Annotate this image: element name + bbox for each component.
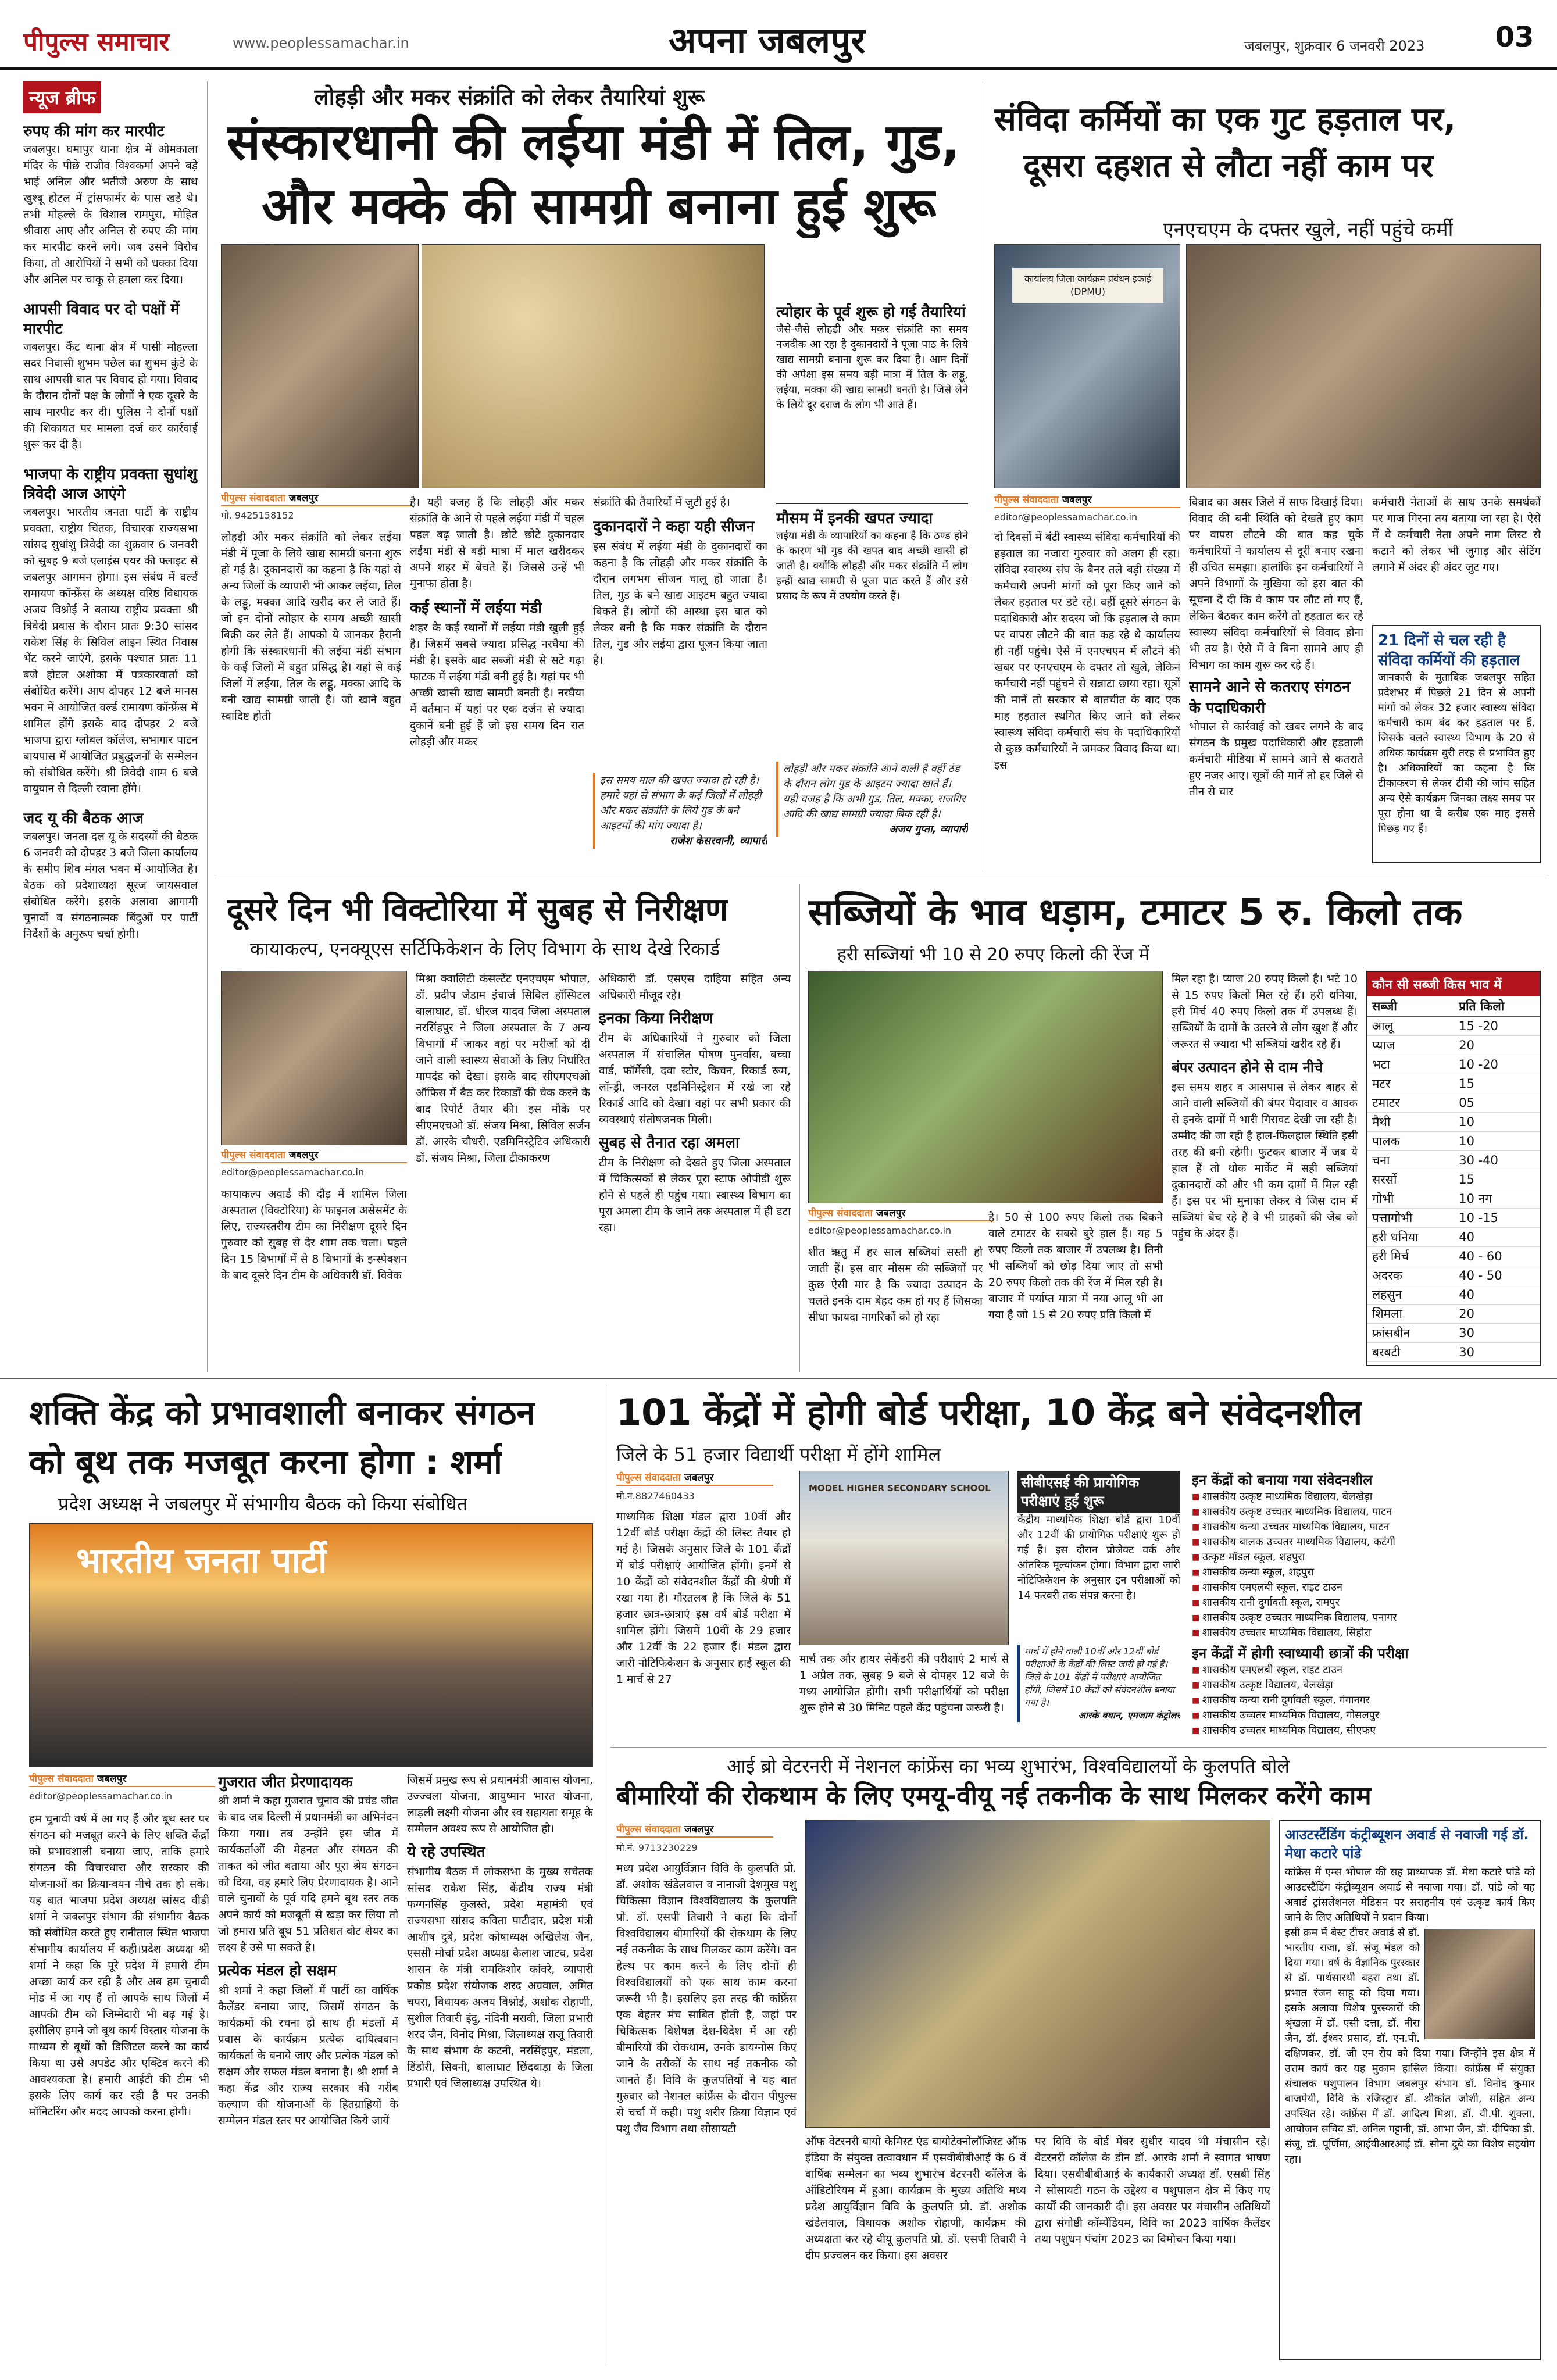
photo-credit [808, 1206, 994, 1221]
pull-quote [1017, 1645, 1180, 1722]
credit-city: जबलपुर [97, 1773, 127, 1785]
brief-body: जबलपुर। भारतीय जनता पार्टी के राष्ट्रीय प्रवक्ता, राष्ट्रीय चिंतक, विचारक राज्यसभा सांसद सुधांशु त्रिवेदी का शुक्रवार 6 जनवरी को सुबह 9 बजे एलाइंस एयर की फ्लाइट से जबलपुर आगमन होगा। इस संबंध में वर्ल्ड रामायण कॉन्फ्रेंस के अध्यक्ष वरिष्ठ विधायक अजय विश्नोई ने बताया राष्ट्रीय प्रवक्ता श्री त्रिवेदी प्रवास के दौरान प्रातः 9:30 सांसद राकेश सिंह के सिविल लाइन स्थित निवास भेंट करने जाएंगे, इसके पश्चात प्रातः 11 बजे होटल अशोका में पत्रकारवार्ता को संबोधित करेंगे। आप दोपहर 12 बजे मानस भवन में आयोजित वर्ल्ड रामायण कॉन्फ्रेंस में शामिल होंगे इसके बाद दोपहर 2 बजे भाजपा द्वारा ग्लोबल कॉलेज, सभागार पाटन बायपास में आयोजित प्रबुद्धजनों के सम्मेलन को संबोधित करेंगे। श्री त्रिवेदी शाम 6 बजे वायुयान से दिल्ली रवाना होंगे। [23, 506, 198, 795]
table-row [1367, 1151, 1540, 1170]
list-item: ■ उत्कृष्ट मॉडल स्कूल, शहपुरा [1192, 1550, 1541, 1565]
list-item: ■ शासकीय एमएलबी स्कूल, राइट टाउन [1192, 1580, 1541, 1595]
vegetable-price: 40 - 60 [1454, 1247, 1540, 1266]
photo-credit [616, 1471, 773, 1486]
story-headline: को बूथ तक मजबूत करना होगा : शर्मा [29, 1442, 502, 1482]
vegetable-name: प्याज [1367, 1036, 1454, 1055]
school-signboard: MODEL HIGHER SECONDARY SCHOOL [809, 1483, 991, 1493]
quote-author: राजेश केसरवानी, व्यापारी [670, 835, 767, 847]
office-photo [994, 244, 1180, 488]
table-row [1367, 1055, 1540, 1074]
sub-heading: दुकानदारों ने कहा यही सीजन [593, 518, 755, 535]
vegetable-name: भटा [1367, 1055, 1454, 1074]
vegetable-price: 40 - 50 [1454, 1266, 1540, 1285]
brief-item [23, 121, 198, 288]
quote-text: मार्च में होने वाली 10वीं और 12वीं बोर्ड परीक्षाओं के केंद्रों की लिस्ट जारी हो गई है। जिले के 101 केंद्रों में परीक्षाएं आयोजित होंगी, जिसमें 10 केंद्रों को संवेदनशील बनाया गया है। [1024, 1646, 1175, 1708]
list-title: इन केंद्रों को बनाया गया संवेदनशील [1192, 1472, 1373, 1488]
list-item: ■ शासकीय कन्या उच्चतर माध्यमिक विद्यालय, पाटन [1192, 1520, 1541, 1535]
table-row [1367, 1093, 1540, 1113]
article-body: टीम के निरीक्षण को देखते हुए जिला अस्पताल में चिकित्सकों से लेकर पूरा स्टाफ ओपीडी शुरू होने से पहले ही पहुंच गया। स्वास्थ्य विभाग का पूरा अमला टीम के जाने तक अस्पताल में ही डटा रहा। [599, 1156, 791, 1234]
brief-body: जबलपुर। कैंट थाना क्षेत्र में पासी मोहल्ला सदर निवासी शुभम पछेल का शुभम कुंडे के साथ आपसी बात पर विवाद हो गया। विवाद के दौरान दोनों पक्ष के लोगों ने एक दूसरे के साथ मारपीट कर दी। पुलिस ने दोनों पक्षों की शिकायत पर मामला दर्ज कर कार्रवाई शुरू कर दी है। [23, 341, 198, 451]
credit-name: पीपुल्स संवाददाता [221, 1149, 285, 1161]
credit-name: पीपुल्स संवाददाता [994, 494, 1059, 506]
table-row [1367, 1247, 1540, 1266]
sub-heading: ये रहे उपस्थित [407, 1843, 485, 1861]
vegetable-name: मटर [1367, 1074, 1454, 1093]
box-title: मौसम में इनकी खपत ज्यादा [776, 510, 933, 527]
bjp-meeting-photo [29, 1523, 593, 1767]
article-body: टीम के अधिकारियों ने गुरुवार को जिला अस्पताल में संचालित पोषण पुनर्वास, बच्चा वार्ड, फॉर्मेसी, दवा स्टोर, किचन, रिकार्ड रूम, लॉन्ड्री, जनरल एडमिनिस्ट्रेशन में रखे जा रहे रिकार्ड आदि को देखा। वहां पर सभी प्रकार की व्यवस्थाएं संतोषजनक मिली। [599, 1032, 791, 1126]
brief-item [23, 809, 198, 942]
article-body: भोपाल से कार्रवाई को खबर लगने के बाद संगठन के प्रमुख पदाधिकारी और हड़ताली कर्मचारी मीडिया में सामने आने से कतराते हुए नजर आए। सूत्रों की मानें तो हर जिले से तीन से चार [1189, 720, 1363, 798]
credit-city: जबलपुर [684, 1824, 714, 1835]
table-row [1367, 1189, 1540, 1209]
news-brief-column [23, 81, 198, 1372]
sensitive-centres-list [1192, 1471, 1541, 1741]
reporter-email[interactable]: editor@peoplessamachar.co.in [221, 1167, 365, 1178]
article-body: इस संबंध में लईया मंडी के दुकानदारों का कहना है कि लोहड़ी और मकर संक्रांति के दौरान लगभग सीजन चालू हो जाता है। तिल, गुड के बने खाद्य आइटम बहुत ज्यादा बिकते हैं। लोगों की आस्था इस बात को लेकर बनी है कि मकर संक्रांति के दौरान तिल, गुड और लईया द्वारा पूजन किया जाता है। [593, 540, 767, 667]
photo-credit [221, 491, 413, 506]
vegetable-name: सरसों [1367, 1170, 1454, 1189]
award-box [1279, 1820, 1541, 2360]
vegetable-name: हरी धनिया [1367, 1228, 1454, 1247]
article-body: विवाद का असर जिले में साफ दिखाई दिया। विवाद की बनी स्थिति को देखते हुए काम पर वापस लौटने की बात कह चुके कर्मचारियों ने कार्यालय से दूरी बनाए रखना ही उचित समझा। हालांकि इन कर्मचारियों ने अपने विभागों के मुखिया को इस बात की सूचना दे दी कि वे काम पर लौट तो गए हैं, लेकिन बैठकर काम करेंगे तो हड़ताल कर रहे स्वास्थ्य संविदा कर्मचारियों से विवाद होना भी तय है। ऐसे में वे बिना सामने आए ही विभाग का काम शुरू कर रहे हैं। [1189, 496, 1363, 671]
reporter-email[interactable]: editor@peoplessamachar.co.in [994, 512, 1138, 523]
credit-city: जबलपुर [684, 1472, 714, 1484]
vegetable-price: 20 [1454, 1036, 1540, 1055]
article-body: जिसमें प्रमुख रूप से प्रधानमंत्री आवास योजना, उज्ज्वला योजना, आयुष्मान भारत योजना, लाड़ली लक्ष्मी योजना और स्व सहायता समूह के सम्मेलन अवश्य रूप से आयोजित हो। [407, 1774, 593, 1835]
box-title: 21 दिनों से चल रही है संविदा कर्मियों की हड़ताल [1378, 632, 1520, 669]
sub-heading: गुजरात जीत प्रेरणादायक [218, 1774, 353, 1791]
centre-list [1192, 1663, 1541, 1738]
info-box [1372, 625, 1541, 863]
info-box [1017, 1471, 1180, 1639]
photo-credit [616, 1822, 773, 1838]
box-body: कांफ्रेंस में एम्स भोपाल की सह प्राध्यापक डॉ. मेधा कटारे पांडे को आउटस्टैंडिंग कंट्रीब्यूशन अवार्ड से नवाजा गया। डॉ. पांडे को यह अवार्ड ट्रांसलेशनल मेडिसन पर सराहनीय एवं उत्कृष्ट कार्य किए जाने के लिए अतिथियों ने प्रदान किया। [1285, 1866, 1535, 1924]
brief-title: रुपए की मांग कर मारपीट [23, 123, 165, 140]
vegetable-name: चना [1367, 1151, 1454, 1170]
story-headline: दूसरा दहशत से लौटा नहीं काम पर [1023, 147, 1434, 185]
photo-credit [29, 1772, 215, 1787]
credit-name: पीपुल्स संवाददाता [221, 492, 285, 504]
vet-story [610, 1750, 1547, 2366]
sub-heading: कई स्थानों में लईया मंडी [410, 599, 542, 617]
credit-city: जबलपुर [288, 492, 319, 504]
story-headline: संविदा कर्मियों का एक गुट हड़ताल पर, [994, 101, 1456, 138]
table-row [1367, 1017, 1540, 1036]
article-body: श्री शर्मा ने कहा गुजरात चुनाव की प्रचंड जीत के बाद जब दिल्ली में प्रधानमंत्री का अभिनंदन किया गया। तब उन्होंने इस जीत में कार्यकर्ताओं की मेहनत और संगठन की ताकत को जीत बताया और पूरा श्रेय संगठन को दिया, वह हमारे लिए प्रेरणादायक है। आने वाले चुनावों के पूर्व यदि हमने बूथ स्तर तक अपने कार्य को मजबूती से खड़ा कर लिया तो जो हमारा प्रति बूथ 51 प्रतिशत वोट शेयर का लक्ष्य है उसे पा सकते हैं। [218, 1795, 398, 1954]
credit-city: जबलपुर [288, 1149, 319, 1161]
vegetable-name: पालक [1367, 1132, 1454, 1151]
list-item: ■ शासकीय उत्कृष्ट उच्चतर माध्यमिक विद्यालय, पाटन [1192, 1505, 1541, 1520]
article-body: मध्य प्रदेश आयुर्विज्ञान विवि के कुलपति प्रो. डॉ. अशोक खंडेलवाल व नानाजी देशमुख पशु चिकित्सा विज्ञान विश्वविद्यालय के कुलपति प्रो. डॉ. एसपी तिवारी ने कहा कि दोनों विश्वविद्यालय बीमारियों की रोकथाम के लिए नई तकनीक के साथ मिलकर काम करेंगे। वन हेल्थ पर काम करने के लिए दोनों ही विश्वविद्यालयों को एक साथ काम करना जरूरी भी है। इसलिए इस तरह की कांफ्रेंस एक बेहतर मंच साबित होती है, जहां पर चिकित्सक विशेषज्ञ देश-विदेश में आ रही बीमारियों की रोकथाम, उनके डायग्नोस किए जाने के तरीकों के साथ नई तकनीक को जानते हैं। विवि के कुलपतियों ने यह बात गुरुवार को नेशनल कांफ्रेंस के दौरान पीपुल्स से चर्चा में कही। पशु शरीर क्रिया विज्ञान एवं पशु जैव विभाग तथा सोसायटी [616, 1862, 797, 2135]
lai-mandi-story [215, 76, 977, 872]
table-row [1367, 1036, 1540, 1055]
vegetable-name: गोभी [1367, 1189, 1454, 1209]
list-item: ■ शासकीय उच्चतर माध्यमिक विद्यालय, सीएफए [1192, 1723, 1541, 1738]
box-title: त्योहार के पूर्व शुरू हो गई तैयारियां [776, 303, 966, 321]
article-body: श्री शर्मा ने कहा जिलों में पार्टी का वार्षिक कैलेंडर बनाया जाए, जिसमें संगठन के कार्यक्रमों की रचना हो साथ ही मंडलों में प्रवास के कार्यक्रम प्रत्येक दायित्ववान कार्यकर्ता के बनाये जाए और प्रत्येक मंडल को सक्षम और सफल मंडल बनाना है। श्री शर्मा ने कहा केंद्र और राज्य सरकार की गरीब कल्याण की योजनाओं के हितग्राहियों के सम्मेलन मंडल स्तर पर आयोजित किये जायें [218, 1984, 398, 2127]
victoria-story [215, 884, 797, 1372]
pull-quote [593, 773, 767, 849]
article-body: कायाकल्प अवार्ड की दौड़ में शामिल जिला अस्पताल (विक्टोरिया) के फाइनल असेसमेंट के लिए, राज्यस्तरीय टीम का निरीक्षण दूसरे दिन गुरुवार को सुबह से देर शाम तक चला। पहले दिन 15 विभागों में से 8 विभागों के इन्स्पेक्शन के बाद दूसरे दिन टीम के अधिकारी डॉ. विवेक [221, 1188, 407, 1282]
story-kicker: लोहड़ी और मकर संक्रांति को लेकर तैयारियां शुरू [314, 84, 705, 110]
reporter-mobile: मो. 9425158152 [221, 510, 294, 521]
quote-text: लोहड़ी और मकर संक्रांति आने वाली है वहीं ठंड के दौरान लोग गुड के आइटम ज्यादा खाते हैं। यही वजह है कि अभी गुड, तिल, मक्का, राजगिर आदि की खाद्य सामग्री ज्यादा बिक रही है। [783, 763, 966, 820]
article-body: अधिकारी डॉ. एसएस दाहिया सहित अन्य अधिकारी मौजूद रहे। [599, 973, 791, 1002]
vegetable-name: पत्तागोभी [1367, 1209, 1454, 1228]
news-brief-label: न्यूज ब्रीफ [23, 81, 101, 113]
page-number: 03 [1495, 21, 1534, 53]
article-body: शहर के कई स्थानों में लईया मंडी खुली हुई है। जिसमें सबसे ज्यादा प्रसिद्ध नरघैया की मंडी है। इसके बाद सब्जी मंडी से सटे गढ़ा फाटक में लईया मंडी बनी हुई है। यहां पर भी अच्छी खासी खाद्य सामग्री बनती है। नरघैया में वर्तमान में यहां पर एक दर्जन से ज्यादा दुकानें बनी हुई हैं जो इस समय दिन रात लोहड़ी और मकर [410, 621, 584, 748]
ladoo-photo [422, 244, 765, 488]
table-row [1367, 1132, 1540, 1151]
info-box [776, 302, 968, 494]
story-headline: सब्जियों के भाव धड़ाम, टमाटर 5 रु. किलो तक [808, 891, 1463, 934]
reporter-email[interactable]: editor@peoplessamachar.co.in [29, 1791, 173, 1802]
photo-credit [221, 1148, 407, 1163]
reporter-mobile: मो.नं.8827460433 [616, 1491, 695, 1502]
article-column [218, 1772, 398, 2359]
table-row [1367, 1209, 1540, 1228]
credit-city: जबलपुर [876, 1207, 906, 1219]
exam-story [610, 1384, 1547, 1744]
table-row [1367, 1305, 1540, 1324]
story-headline: बीमारियों की रोकथाम के लिए एमयू-वीयू नई तकनीक के साथ मिलकर करेंगे काम [616, 1781, 1372, 1811]
table-row [1367, 1285, 1540, 1305]
brief-body: जबलपुर। घमापुर थाना क्षेत्र में ओमकाला मंदिर के पीछे राजीव विश्वकर्मा अपने बड़े भाई अनिल और भतीजे अरुण के साथ खुश्बू होटल में ट्रांसफार्मर के पास खड़े थे। तभी मोहल्ले के विशाल रामपुरा, मोहित श्रीवास आए और अनिल से रुपए की मांग कर मारपीट करने लगे। जब उसने विरोध किया, तो आरोपियों ने सभी को धक्का दिया और अनिल पर चाकू से हमला कर दिया। [23, 143, 198, 286]
shop-photo [221, 244, 419, 488]
article-column [1172, 971, 1358, 1366]
table-header: प्रति किलो [1454, 996, 1540, 1017]
article-body: माध्यमिक शिक्षा मंडल द्वारा 10वीं और 12वीं बोर्ड परीक्षा केंद्रों की लिस्ट तैयार हो गई है। जिसके अनुसार जिले के 101 केंद्रों में बोर्ड परीक्षाएं आयोजित होंगी। इनमें से 10 केंद्रों को संवेदनशील केंद्रों की श्रेणी में रखा गया है। गौरतलब है कि जिले के 51 हजार छात्र-छात्राएं इस वर्ष बोर्ड परीक्षा में शामिल होंगे। जिसमें 10वीं के 29 हजार और 12वीं के 22 हजार हैं। मंडल द्वारा जारी नोटिफिकेशन के अनुसार हाई स्कूल की 1 मार्च से 27 [616, 1510, 791, 1686]
reporter-email[interactable]: editor@peoplessamachar.co.in [808, 1225, 952, 1236]
vegetable-price: 30 [1454, 1343, 1540, 1362]
article-body: लोहड़ी और मकर संक्रांति को लेकर लईया मंडी में पूजा के लिये खाद्य सामग्री बनना शुरू हो गई है। दुकानदारों का कहना है कि यहां से अन्य जिलों के व्यापारी भी आकर लईया, तिल के लड्डू, मक्का आदि खरीद कर ले जाते हैं। जो इन दोनों त्योहार के समय अच्छी खासी बिक्री कर लेते हैं। आपको ये जानकर हैरानी होगी कि संस्कारधानी की लईया मंडी संभाग के कई जिलों में बहुत प्रसिद्ध है। यहां से कई जिलों में लईया, तिल के लड्डू, मक्का आदि के बनी खाद्य सामग्री जाती है। जो खाने बहुत स्वादिष्ट होती [221, 531, 401, 723]
article-column [1189, 494, 1363, 866]
story-deck: कायाकल्प, एनक्यूएस सर्टिफिकेशन के लिए विभाग के साथ देखे रिकार्ड [250, 938, 720, 960]
box-title: आउटस्टैंडिंग कंट्रीब्यूशन अवार्ड से नवाजी गई डॉ. मेधा कटारे पांडे [1285, 1827, 1529, 1861]
vegetable-price: 15 [1454, 1074, 1540, 1093]
protest-photo [1186, 244, 1541, 488]
list-item: ■ शासकीय रानी दुर्गावती स्कूल, रामपुर [1192, 1595, 1541, 1610]
vegetable-name: टमाटर [1367, 1093, 1454, 1113]
table-row [1367, 1113, 1540, 1132]
story-deck: प्रदेश अध्यक्ष ने जबलपुर में संभागीय बैठक को किया संबोधित [58, 1493, 468, 1515]
article-body: मार्च तक और हायर सेकेंडरी की परीक्षाएं 2 मार्च से 1 अप्रैल तक, सुबह 9 बजे से दोपहर 12 बजे के मध्य आयोजित होंगी। सभी परीक्षार्थियों को परीक्षा शुरू होने से 30 मिनिट पहले केंद्र पहुंचना जरूरी है। [799, 1653, 1009, 1714]
photo-credit [994, 493, 1180, 508]
vegetable-price: 10 [1454, 1132, 1540, 1151]
table-row [1367, 1228, 1540, 1247]
story-headline: और मक्के की सामग्री बनाना हुई शुरू [262, 177, 937, 235]
vegetable-name: फ्रांसबीन [1367, 1324, 1454, 1343]
article-body: ऑफ वेटरनरी बायो केमिस्ट एंड बायोटेक्नोलॉजिस्ट ऑफ इंडिया के संयुक्त तत्वावधान में एसवीबीबीआई के 6 वें वार्षिक सम्मेलन का भव्य शुभारंभ वेटरनरी कॉलेज के ऑडिटोरियम में हुआ। कार्यक्रम के मुख्य अतिथि मध्य प्रदेश आयुर्विज्ञान विवि के कुलपति प्रो. डॉ. अशोक खंडेलवाल, विधायक अशोक रोहाणी, कार्यक्रम की अध्यक्षता कर रहे वीयू कुलपति प्रो. डॉ. एसपी तिवारी ने दीप प्रज्वलन कर किया। इस अवसर [805, 2135, 1026, 2262]
article-body: मिश्रा क्वालिटी कंसल्टेंट एनएचएम भोपाल, डॉ. प्रदीप जेडाम इंचार्ज सिविल हॉस्पिटल बालाघाट, डॉ. धीरज यादव जिला अस्पताल नरसिंहपुर ने जिला अस्पताल के 7 अन्य विभागों में जाकर वहां पर मरीजों को दी जाने वाली स्वास्थ्य सेवाओं के लिए निर्धारित मापदंड को देखा। इसके बाद सीएमएचओ ऑफिस में बैठ कर रिकार्डों की चेक करने के बाद रिपोर्ट तैयार की। इस मौके पर सीएमएचओ डॉ. संजय मिश्रा, सिविल सर्जन डॉ. आरके चौधरी, एडमिनिस्ट्रेटिव अधिकारी डॉ. संजय मिश्रा, जिला टीकाकरण [416, 973, 590, 1164]
vegetable-price: 10 नग [1454, 1189, 1540, 1209]
article-body: संक्रांति की तैयारियों में जुटी हुई है। [593, 496, 730, 509]
vegetable-price: 20 [1454, 1305, 1540, 1324]
credit-name: पीपुल्स संवाददाता [808, 1207, 873, 1219]
story-headline: शक्ति केंद्र को प्रभावशाली बनाकर संगठन [29, 1393, 535, 1432]
vegetable-market-photo [808, 971, 1163, 1203]
story-deck: जिले के 51 हजार विद्यार्थी परीक्षा में होंगे शामिल [616, 1443, 941, 1466]
vegetable-price: 15 -20 [1454, 1017, 1540, 1036]
info-box [776, 503, 968, 764]
brief-title: आपसी विवाद पर दो पक्षों में मारपीट [23, 301, 180, 338]
credit-name: पीपुल्स संवाददाता [616, 1824, 681, 1835]
article-column [593, 494, 767, 796]
article-body: पर विवि के बोर्ड मेंबर सुधीर यादव भी मंचासीन रहे। वेटरनरी कॉलेज के डीन डॉ. आरके शर्मा ने स्वागत भाषण दिया। एसवीबीबीआई के कार्यकारी अध्यक्ष डॉ. एसबी सिंह ने सोसायटी गठन के उद्देश्य व पशुपालन क्षेत्र में किए गए कार्यों की जानकारी दी। इस अवसर पर मंचासीन अतिथियों द्वारा संगोष्ठी कॉम्पेंडियम, विवि का 2023 वार्षिक कैलेंडर तथा पशुधन पंचांग 2023 का विमोचन किया गया। [1035, 2135, 1270, 2246]
inspection-photo [221, 971, 407, 1145]
list-item: ■ शासकीय उच्चतर माध्यमिक विद्यालय, सिहोरा [1192, 1625, 1541, 1641]
newspaper-logo: पीपुल्स समाचार [23, 27, 170, 57]
brief-body: जबलपुर। जनता दल यू के सदस्यों की बैठक 6 जनवरी को दोपहर 3 बजे जिला कार्यालय के समीप शिव मंगल भवन में आयोजित है। बैठक को प्रदेशाध्यक्ष सूरज जायसवाल संबोधित करेंगे। इसके अलावा आगामी चुनावों व संगठनात्मक बिंदुओं पर पार्टी निर्देशों के अनुरूप चर्चा होगी। [23, 830, 198, 941]
brief-item [23, 464, 198, 797]
table-row [1367, 1074, 1540, 1093]
article-body: है। 50 से 100 रुपए किलो तक बिकने वाले टमाटर के सबसे बुरे हाल हैं। यह 5 रुपए किलो तक बाजार में उपलब्ध है। तिनी भी सब्जियों को छोड़ दिया जाए तो सभी 20 रुपए किलो तक की रेंज में मिल रही हैं। बाजार में पर्याप्त मात्रा में नया आलू भी आ गया है जो 15 से 20 रुपए प्रति किलो में [988, 1211, 1163, 1321]
list-item: ■ शासकीय कन्या स्कूल, शहपुरा [1192, 1565, 1541, 1580]
quote-text: इस समय माल की खपत ज्यादा हो रही है। हमारे यहां से संभाग के कई जिलों में लोहड़ी और मकर संक्रांति के लिये गुड के बने आइटमों की मांग ज्यादा है। [600, 774, 762, 832]
story-deck: एनएचएम के दफ्तर खुले, नहीं पहुंचे कर्मी [1163, 218, 1454, 241]
vegetable-name: हरी मिर्च [1367, 1247, 1454, 1266]
article-column [599, 971, 791, 1366]
story-headline: 101 केंद्रों में होगी बोर्ड परीक्षा, 10 केंद्र बने संवेदनशील [616, 1391, 1363, 1434]
article-body: हम चुनावी वर्ष में आ गए हैं और बूथ स्तर पर संगठन को मजबूत करने के लिए शक्ति केंद्रों को प्रभावशाली बनाया जाए, ताकि हमारे संगठन की विचारधारा और सरकार की योजनाओं का क्रियान्वयन नीचे तक हो सके। यह बात भाजपा प्रदेश अध्यक्ष सांसद वीडी शर्मा ने जबलपुर संभाग की संभागीय बैठक को संबोधित करते हुए रानीताल स्थित भाजपा संभागीय कार्यालय में कही।प्रदेश अध्यक्ष श्री शर्मा ने कहा कि पूरे प्रदेश में हमारी टीम अच्छा कार्य कर रही है और अब हम चुनावी मोड में आ गए हैं तो आपके साथ जिलों में आपकी टीम को जिम्मेदारी भी बढ़ गई है। इसीलिए हमने जो बूथ कार्य विस्तार योजना के माध्यम से बूथों को डिजिटल करने का कार्य किया था उसे अपडेट और एक्टिव करने की आवश्यकता है। हमारी आईटी की टीम भी इसके लिए कार्य कर रही है पर उनकी मॉनिटरिंग और मदद आपको करना होगी। [29, 1813, 209, 2118]
list-item: ■ शासकीय एमएलबी स्कूल, राइट टाउन [1192, 1663, 1541, 1678]
article-body: कर्मचारी नेताओं के साथ उनके समर्थकों पर गाज गिरना तय बताया जा रहा है। ऐसे में वे कर्मचारी नेता अपने नाम लिस्ट से कटाने को लेकर भी जुगाड़ और सेटिंग लगाने में अंदर ही अंदर जुट गए। [1372, 496, 1541, 574]
list-item: ■ शासकीय उच्चतर माध्यमिक विद्यालय, गोसलपुर [1192, 1708, 1541, 1723]
vegetable-price: 30 [1454, 1324, 1540, 1343]
vegetable-name: लहसुन [1367, 1285, 1454, 1305]
vegetable-price: 10 -15 [1454, 1209, 1540, 1228]
box-body: जैसे-जैसे लोहड़ी और मकर संक्रांति का समय नजदीक आ रहा है दुकानदारों ने पूजा पाठ के लिये खाद्य सामग्री बनाना शुरू कर दिया है। आम दिनों की अपेक्षा इस समय बड़ी मात्रा में तिल के लड्डू, लईया, मक्का की खाद्य सामग्री बनती है। जिसे लेने के लिये दूर दराज के लोग भी आते हैं। [776, 323, 968, 411]
sub-heading: सुबह से तैनात रहा अमला [599, 1134, 740, 1152]
vegetable-price: 40 [1454, 1228, 1540, 1247]
list-item: ■ शासकीय बालक उच्चतर माध्यमिक विद्यालय, कटंगी [1192, 1535, 1541, 1550]
story-headline: दूसरे दिन भी विक्टोरिया में सुबह से निरीक्षण [227, 891, 728, 928]
box-body: केंद्रीय माध्यमिक शिक्षा बोर्ड द्वारा 10वीं और 12वीं की प्रायोगिक परीक्षाएं शुरू हो गई हैं। इस दौरान प्रोजेक्ट वर्क और आंतरिक मूल्यांकन होगा। विभाग द्वारा जारी नोटिफिकेशन के अनुसार इन परीक्षाओं को 14 फरवरी तक संपन्न करना है। [1017, 1514, 1180, 1602]
vegetable-price: 40 [1454, 1285, 1540, 1305]
vegetable-name: बरबटी [1367, 1343, 1454, 1362]
table-row [1367, 1324, 1540, 1343]
party-banner: भारतीय जनता पार्टी [76, 1541, 327, 1581]
brief-title: भाजपा के राष्ट्रीय प्रवक्ता सुधांशु त्रिवेदी आज आएंगे [23, 466, 198, 503]
office-signboard: कार्यालय जिला कार्यक्रम प्रबंधन इकाई (DPMU) [1012, 268, 1163, 303]
vegetable-price: 10 [1454, 1113, 1540, 1132]
article-body: संभागीय बैठक में लोकसभा के मुख्य सचेतक सांसद राकेश सिंह, केंद्रीय राज्य मंत्री फग्गनसिंह कुलस्ते, प्रदेश महामंत्री एवं राज्यसभा सांसद कविता पाटीदार, प्रदेश मंत्री आशीष दुबे, प्रदेश कोषाध्यक्ष अखिलेश जैन, एससी मोर्चा प्रदेश अध्यक्ष कैलाश जाटव, प्रदेश शासन के मंत्री रामकिशोर कांवरे, व्यापारी प्रकोष्ठ प्रदेश संयोजक शरद अग्रवाल, अमित चपरा, विधायक अजय विश्नोई, अशोक रोहाणी, सुशील तिवारी इंदु, नंदिनी मरावी, जिला प्रभारी शरद जैन, विनोद मिश्रा, जिलाध्यक्ष राजू तिवारी के साथ संभाग के कटनी, नरसिंहपुर, मंडला, डिंडोरी, सिवनी, बालाघाट छिंदवाड़ा के जिला प्रभारी एवं जिलाध्यक्ष उपस्थित थे। [407, 1866, 593, 2090]
sub-heading: बंपर उत्पादन होने से दाम नीचे [1172, 1059, 1323, 1075]
list-item: ■ शासकीय उत्कृष्ट विद्यालय, बेलखेड़ा [1192, 1678, 1541, 1693]
table-row [1367, 1343, 1540, 1362]
bjp-story [23, 1384, 599, 2366]
story-deck: हरी सब्जियां भी 10 से 20 रुपए किलो की रेंज में [837, 945, 1149, 965]
article-column [407, 1772, 593, 2359]
box-title: सीबीएसई की प्रायोगिक परीक्षाएं हुईं शुरू [1017, 1471, 1180, 1513]
section-title: अपना जबलपुर [669, 19, 866, 62]
quote-author: आरके बघान, एमजाम कंट्रोलर [1078, 1710, 1180, 1721]
table-row [1367, 1266, 1540, 1285]
strike-story [988, 76, 1547, 872]
list-item: ■ शासकीय कन्या रानी दुर्गावती स्कूल, गंगानगर [1192, 1693, 1541, 1708]
reporter-mobile: मो.नं. 9713230229 [616, 1842, 698, 1853]
list-title: इन केंद्रों में होगी स्वाध्यायी छात्रों की परीक्षा [1192, 1645, 1409, 1661]
credit-city: जबलपुर [1062, 494, 1092, 506]
price-table-title: कौन सी सब्जी किस भाव में [1367, 972, 1540, 996]
box-body: जानकारी के मुताबिक जबलपुर सहित प्रदेशभर में पिछले 21 दिन से अपनी मांगों को लेकर 32 हजार स्वास्थ्य संविदा कर्मचारी काम बंद कर हड़ताल पर हैं, जिसके चलते स्वास्थ्य विभाग के 20 से अधिक कार्यक्रम बुरी तरह से प्रभावित हुए है। अधिकारियों का कहना है कि टीकाकरण से लेकर टीबी की जांच सहित अन्य ऐसे कार्यक्रम जिनका लक्ष्य समय पर पूरा होना था वे करीब एक माह इससे पिछड़ गए हैं। [1378, 671, 1535, 835]
vegetable-price: 10 -20 [1454, 1055, 1540, 1074]
article-column [410, 494, 584, 866]
credit-name: पीपुल्स संवाददाता [29, 1773, 94, 1785]
brief-item [23, 299, 198, 453]
vegetable-price: 15 [1454, 1170, 1540, 1189]
box-body: लईया मंडी के व्यापारियों का कहना है कि ठण्ड होने के कारण भी गुड की खपत बाद अच्छी खासी हो जाती है। क्योंकि लोहड़ी और मकर संक्रांति में लोग इन्हीं खाद्य सामग्री से पूजा पाठ करते हैं और इसे प्रसाद के रूप में उपयोग करते हैं। [776, 530, 968, 602]
story-kicker: आई ब्रो वेटरनरी में नेशनल कांफ्रेंस का भव्य शुभारंभ, विश्वविद्यालयों के कुलपति बोले [727, 1755, 1290, 1777]
list-item: ■ शासकीय उत्कृष्ट उच्चतर माध्यमिक विद्यालय, पनागर [1192, 1610, 1541, 1625]
brief-title: जद यू की बैठक आज [23, 810, 144, 827]
school-photo [799, 1471, 1009, 1645]
centre-list [1192, 1489, 1541, 1641]
article-body: मिल रहा है। प्याज 20 रुपए किलो है। भटे 10 से 15 रुपए किलो मिल रहे हैं। हरी धनिया, हरी मिर्च 40 रुपए किलो तक में उपलब्ध हैं। सब्जियों के दामों के उतरने से लोग खुश हैं और जरूरत से ज्यादा भी सब्जियां खरीद रहे हैं। [1172, 973, 1358, 1050]
vegetable-name: अदरक [1367, 1266, 1454, 1285]
table-row [1367, 1170, 1540, 1189]
vegetable-story [802, 884, 1547, 1372]
website-url[interactable]: www.peoplessamachar.in [233, 35, 409, 51]
pull-quote [776, 762, 968, 837]
issue-date: जबलपुर, शुक्रवार 6 जनवरी 2023 [1244, 38, 1425, 54]
list-item: ■ शासकीय उत्कृष्ट माध्यमिक विद्यालय, बेलखेड़ा [1192, 1489, 1541, 1505]
vegetable-name: शिमला [1367, 1305, 1454, 1324]
vegetable-price: 30 -40 [1454, 1151, 1540, 1170]
quote-author: अजय गुप्ता, व्यापारी [889, 823, 968, 835]
article-body: शीत ऋतु में हर साल सब्जियां सस्ती हो जाती हैं। इस बार मौसम की सब्जियों पर कुछ ऐसी मार है कि ज्यादा उत्पादन के चलते इनके दाम बेहद कम हो गए हैं जिसका सीधा फायदा नागरिकों को हो रहा [808, 1246, 983, 1324]
conference-photo [805, 1820, 1270, 2128]
price-table-box [1366, 971, 1541, 1366]
table-header: सब्जी [1367, 996, 1454, 1017]
price-table [1367, 996, 1540, 1362]
sub-heading: सामने आने से कतराए संगठन के पदाधिकारी [1189, 678, 1351, 717]
article-body: इस समय शहर व आसपास से लेकर बाहर से आने वाली सब्जियों की बंपर पैदावार व आवक से इनके दामों में भारी गिरावट देखी जा रही है। उम्मीद की जा रही है हाल-फिलहाल स्थिति इसी तरह की बनी रहेगी। फुटकर बाजार में जब ये हाल हैं तो थोक मार्केट में सही सब्जियां दुकानदारों को और भी कम दामों में मिल रही हैं। इस पर भी मुनाफा लेकर वे जिस दाम में सब्जियां बेच रहे हैं वे भी ग्राहकों की जेब को पहुंच के अंदर हैं। [1172, 1081, 1358, 1240]
credit-name: पीपुल्स संवाददाता [616, 1472, 681, 1484]
sub-heading: इनका किया निरीक्षण [599, 1010, 713, 1027]
masthead [0, 0, 1557, 70]
vegetable-name: आलू [1367, 1017, 1454, 1036]
story-headline: संस्कारधानी की लईया मंडी में तिल, गुड, [227, 113, 960, 171]
vegetable-price: 05 [1454, 1093, 1540, 1113]
article-body: दो दिवसों में बंटी स्वास्थ्य संविदा कर्मचारियों की हड़ताल का नजारा गुरुवार को अलग ही रहा। संविदा स्वास्थ्य संघ के बैनर तले बड़ी संख्या में कर्मचारी अपनी मांगों को पूरा किए जाने को लेकर हड़ताल पर डटे रहे। वहीं दूसरे संगठन के पदाधिकारी और सदस्य जो कि हड़ताल से काम पर वापस लौटने की बात कह रहे थे कार्यालय ही नहीं पहुंचे। ऐसे में एनएचएम में लौटने की खबर पर एनएचएम के दफ्तर तो खुले, लेकिन कर्मचारी नहीं पहुंचने से सन्नाटा छाया रहा। सूत्रों की मानें तो सरकार से बातचीत के बाद एक माह हड़ताल स्थगित किए जाने को लेकर स्वास्थ्य संविदा कर्मचारी संघ के पदाधिकारियों से कुछ कर्मचारियों ने जमकर विवाद किया था। इस [994, 531, 1180, 771]
award-photo [1424, 1929, 1535, 2039]
box-body: इसी क्रम में बेस्ट टीचर अवार्ड से डॉ. भारतीय राजा, डॉ. संजू मंडल को दिया गया। वर्ष के वैज्ञानिक पुरस्कार से डॉ. पार्थसारथी बहरा तथा डॉ. प्रभात रंजन साहू को दिया गया। इसके अलावा विशेष पुरस्कारों की श्रृंखला में डॉ. एसी दत्ता, डॉ. नीरा जैन, डॉ. ईश्वर प्रसाद, डॉ. एन.पी. दक्षिणकर, डॉ. जी एन रोय को दिया गया। जिन्होंने इस क्षेत्र में उत्तम कार्य कर यह मुकाम हासिल किया। कांफ्रेंस में संयुक्त संचालक पशुपालन विभाग जबलपुर संभाग डॉ. विनोद कुमार बाजपेयी, विवि के रजिस्ट्रार डॉ. श्रीकांत जोशी, सहित अन्य उपस्थित रहे। कांफ्रेंस में डॉ. आदित्य मिश्रा, डॉ. वी.पी. शुक्ला, आयोजन सचिव डॉ. अनिल गट्टानी, डॉ. आभा जैन, डॉ. दीपिका डी. संजू, डॉ. पूर्णिमा, आईवीआरआई डॉ. सोना दुबे का विशेष सहयोग रहा। [1285, 1927, 1535, 2165]
article-body: है। यही वजह है कि लोहड़ी और मकर संक्रांति के आने से पहले लईया मंडी में चहल पहल बढ़ जाती है। छोटे छोटे दुकानदार लईया मंडी से बड़ी मात्रा में माल खरीदकर अपने शहर में बेचते हैं। जिससे उन्हें भी मुनाफा होता है। [410, 496, 584, 590]
vegetable-name: मैथी [1367, 1113, 1454, 1132]
sub-heading: प्रत्येक मंडल हो सक्षम [218, 1962, 337, 1979]
